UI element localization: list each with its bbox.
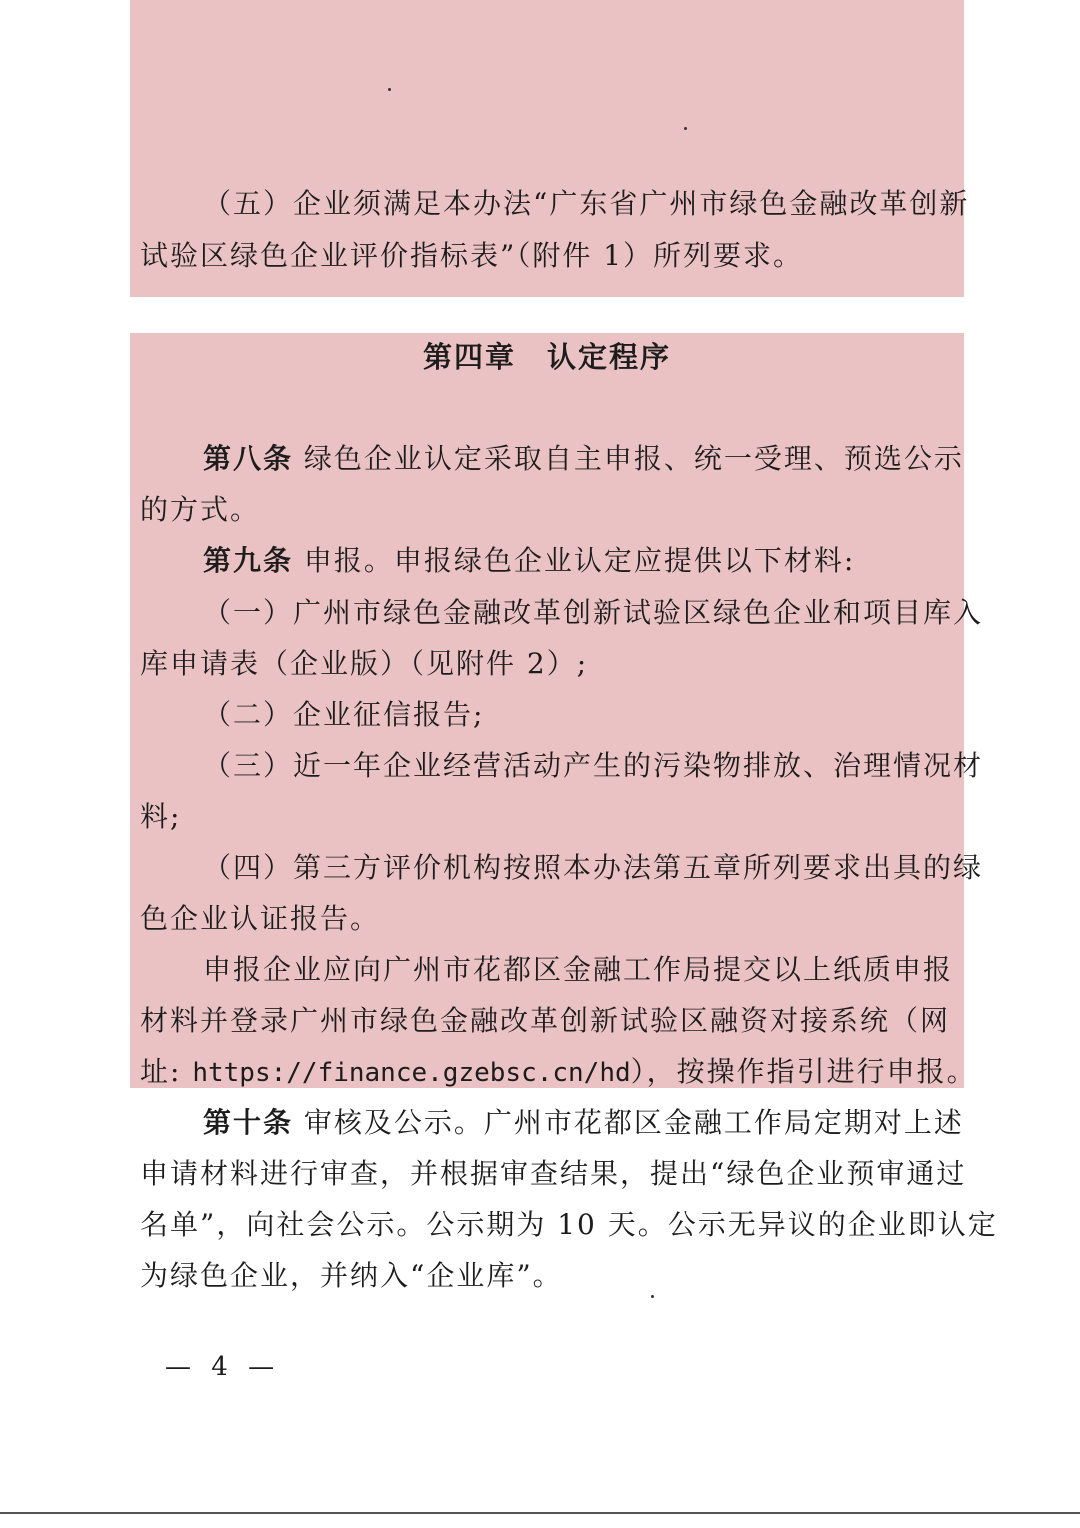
- scan-speck: [684, 127, 687, 130]
- article9-item4-line1: （四）第三方评价机构按照本办法第五章所列要求出具的绿: [203, 851, 984, 884]
- para5-line2: 试验区绿色企业评价指标表”（附件 1）所列要求。: [140, 239, 804, 272]
- scan-speck: [388, 88, 391, 91]
- article10-line2: 申请材料进行审查，并根据审查结果，提出“绿色企业预审通过: [140, 1157, 967, 1190]
- article10-label: 第十条: [203, 1106, 294, 1139]
- article10-line4: 为绿色企业，并纳入“企业库”。: [140, 1259, 563, 1292]
- article9-item3-line1: （三）近一年企业经营活动产生的污染物排放、治理情况材: [203, 749, 984, 782]
- article9-label: 第九条: [203, 544, 294, 577]
- chapter-title: 第四章 认定程序: [422, 340, 671, 374]
- article9-item3-line2: 料;: [140, 800, 182, 833]
- scan-speck: [651, 1295, 654, 1298]
- article8-label: 第八条: [203, 442, 294, 475]
- article8-line2: 的方式。: [140, 493, 261, 526]
- article9-line1: 第九条 申报。申报绿色企业认定应提供以下材料:: [203, 544, 856, 577]
- article9-item2: （二）企业征信报告;: [203, 698, 485, 731]
- system-url-link[interactable]: https://finance.gzebsc.cn/hd: [192, 1058, 631, 1088]
- article9-item1-line1: （一）广州市绿色金融改革创新试验区绿色企业和项目库入: [203, 596, 984, 629]
- article10-line1: 第十条 审核及公示。广州市花都区金融工作局定期对上述: [203, 1106, 964, 1139]
- article9-item4-line2: 色企业认证报告。: [140, 902, 381, 935]
- submission-line1: 申报企业应向广州市花都区金融工作局提交以上纸质申报: [203, 953, 954, 986]
- article9-item1-line2: 库申请表（企业版）（见附件 2）;: [140, 647, 589, 680]
- submission-line2: 材料并登录广州市绿色金融改革创新试验区融资对接系统（网: [140, 1004, 951, 1037]
- page-number: — 4 —: [165, 1352, 281, 1382]
- article10-line3: 名单”，向社会公示。公示期为 10 天。公示无异议的企业即认定: [140, 1208, 998, 1241]
- para5-line1: （五）企业须满足本办法“广东省广州市绿色金融改革创新: [203, 187, 970, 220]
- article8-line1: 第八条 绿色企业认定采取自主申报、统一受理、预选公示: [203, 442, 964, 475]
- bottom-rule: [0, 1512, 1080, 1514]
- submission-line3: 址: https://finance.gzebsc.cn/hd），按操作指引进行申报。: [140, 1055, 977, 1088]
